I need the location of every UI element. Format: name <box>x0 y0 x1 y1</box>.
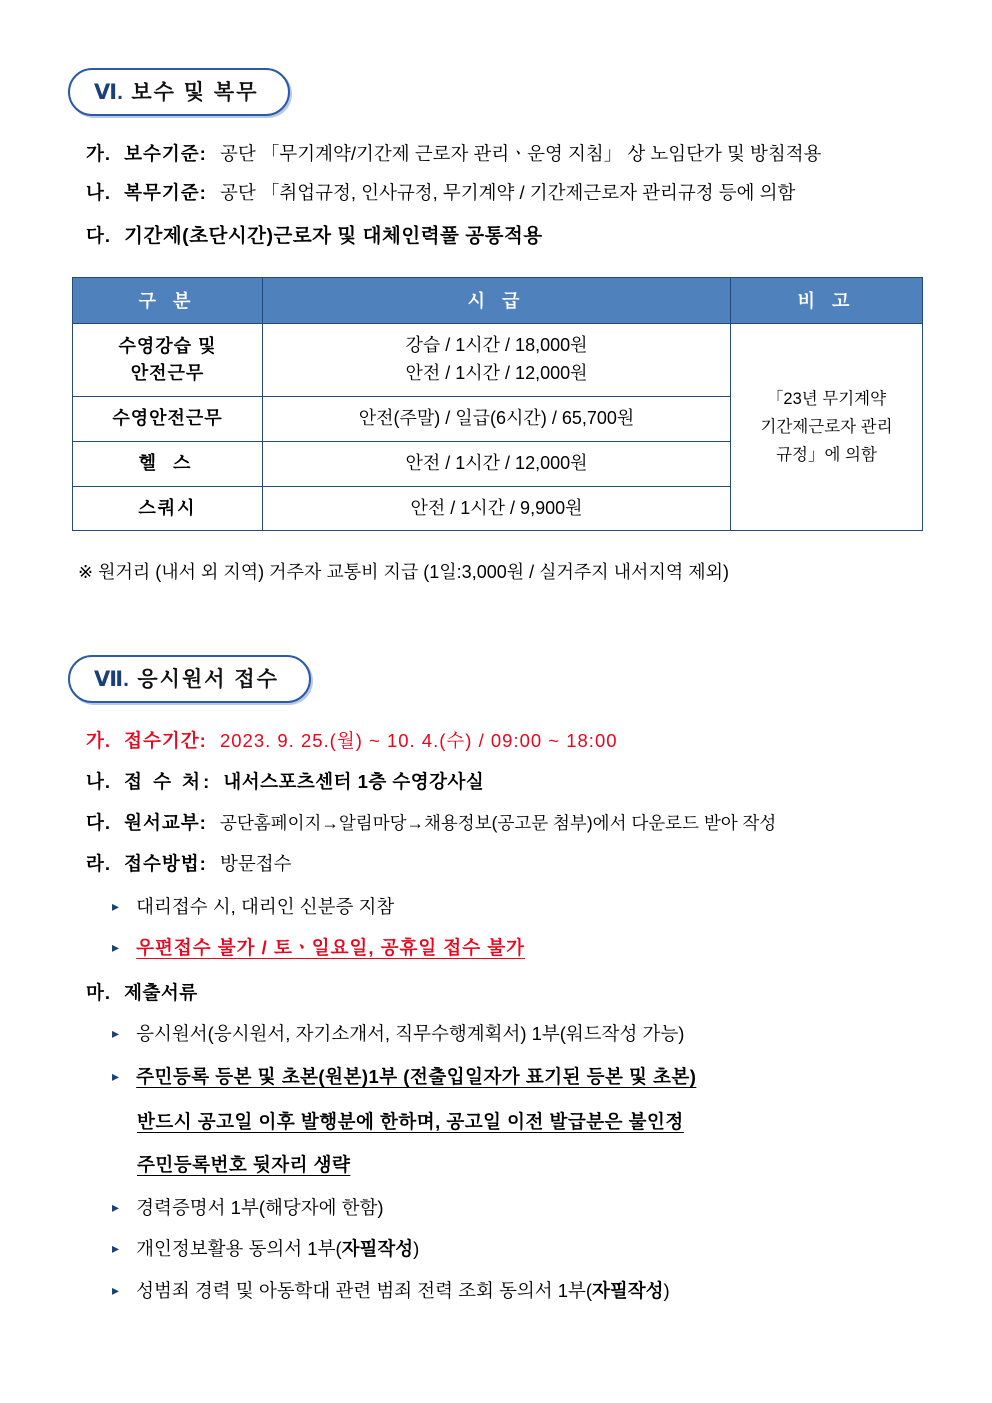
item-7-b-label: 나. <box>86 771 112 792</box>
item-7-e <box>86 979 198 1007</box>
list-item <box>112 1235 419 1261</box>
item-7-a-sep: : <box>199 730 207 751</box>
section-6-title: 보수 및 복무 <box>131 81 259 104</box>
doc-bullet-2-cont-1-text: 반드시 공고일 이후 발행분에 한하며, 공고일 이전 발급분은 불인정 <box>137 1111 684 1132</box>
rate-table-footnote: ※ 원거리 (내서 외 지역) 거주자 교통비 지급 (1일:3,000원 / 실거주지 내서지역 제외) <box>78 562 729 582</box>
list-item <box>112 893 394 919</box>
section-7-roman: Ⅶ. <box>94 668 129 691</box>
item-7-a-label: 가. <box>86 730 112 751</box>
rate-row-1-category-l2: 안전근무 <box>130 362 205 383</box>
rate-row-3-rate: 안전 / 1시간 / 12,000원 <box>263 441 731 486</box>
item-7-c-term: 원서교부 <box>124 812 200 833</box>
rate-row-1-rate-l1: 강습 / 1시간 / 18,000원 <box>405 335 588 355</box>
item-7-d-sep: : <box>199 853 207 874</box>
item-7-d-term: 접수방법 <box>124 853 200 874</box>
doc-bullet-5-text-tail: ) <box>663 1280 670 1301</box>
item-7-b-sep: : <box>203 771 211 792</box>
doc-bullet-4-text-plain: 개인정보활용 동의서 1부( <box>136 1238 342 1259</box>
item-6-c-term: 기간제(초단시간)근로자 및 대체인력풀 공통적용 <box>124 225 543 247</box>
item-6-b-term: 복무기준 <box>124 182 200 203</box>
method-bullet-1-text: 대리접수 시, 대리인 신분증 지참 <box>136 896 395 917</box>
triangle-bullet-icon: ▸ <box>112 1199 120 1215</box>
rate-row-1-category <box>73 324 263 397</box>
item-7-a-text: 2023. 9. 25.(월) ~ 10. 4.(수) / 09:00 ~ 18:00 <box>219 730 618 751</box>
item-6-a-label: 가. <box>86 143 112 164</box>
doc-bullet-4-text-bold: 자필작성 <box>341 1238 414 1259</box>
doc-bullet-1-text: 응시원서(응시원서, 자기소개서, 직무수행계획서) 1부(워드작성 가능) <box>136 1023 685 1044</box>
item-7-d-text: 방문접수 <box>219 853 292 874</box>
item-7-c-label: 다. <box>86 812 112 833</box>
section-6-header <box>68 68 290 116</box>
item-6-b-sep: : <box>199 182 207 203</box>
doc-bullet-2-cont-1 <box>137 1108 684 1134</box>
doc-bullet-2-text: 주민등록 등본 및 초본(원본)1부 (전출입일자가 표기된 등본 및 초본) <box>136 1066 697 1087</box>
rate-row-4-rate: 안전 / 1시간 / 9,900원 <box>263 486 731 531</box>
triangle-bullet-icon: ▸ <box>112 1025 120 1041</box>
item-6-b-text: 공단 「취업규정, 인사규정, 무기계약 / 기간제근로자 관리규정 등에 의함 <box>219 182 796 203</box>
rate-row-2-rate: 안전(주말) / 일급(6시간) / 65,700원 <box>263 396 731 441</box>
section-7-header <box>68 655 311 703</box>
rate-table-col-rate: 시 급 <box>263 278 731 324</box>
item-7-b <box>86 768 484 796</box>
doc-bullet-2-cont-2-text: 주민등록번호 뒷자리 생략 <box>137 1154 351 1175</box>
rate-row-1-rate-l2: 안전 / 1시간 / 12,000원 <box>405 362 588 383</box>
section-7-title: 응시원서 접수 <box>137 668 279 691</box>
list-item <box>112 934 525 960</box>
section-7-header-wrap <box>0 655 311 703</box>
rate-row-1-rate <box>263 324 731 397</box>
rate-note-l2: 기간제근로자 관리 <box>760 418 893 437</box>
doc-bullet-3-text: 경력증명서 1부(해당자에 한함) <box>136 1197 384 1218</box>
item-7-a <box>86 727 618 755</box>
item-6-c <box>86 222 543 251</box>
triangle-bullet-icon: ▸ <box>112 898 120 914</box>
item-6-a <box>86 140 821 168</box>
rate-table <box>72 277 923 531</box>
triangle-bullet-icon: ▸ <box>112 1240 120 1256</box>
rate-table-header-row <box>73 278 923 324</box>
list-item <box>112 1020 684 1046</box>
item-7-b-text: 내서스포츠센터 1층 수영강사실 <box>223 771 485 792</box>
rate-note-l1: 「23년 무기계약 <box>766 390 887 409</box>
doc-bullet-2-cont-2 <box>137 1151 350 1177</box>
rate-note-l3: 규정」에 의함 <box>776 446 877 465</box>
triangle-bullet-icon: ▸ <box>112 1282 120 1298</box>
doc-bullet-5-text-plain: 성범죄 경력 및 아동학대 관련 범죄 전력 조회 동의서 1부( <box>136 1280 593 1301</box>
rate-row-1-category-l1: 수영강습 및 <box>118 335 217 356</box>
table-row <box>73 324 923 397</box>
item-7-c <box>86 809 776 837</box>
item-7-d-label: 라. <box>86 853 112 874</box>
list-item <box>112 1277 670 1303</box>
item-7-e-label: 마. <box>86 982 112 1003</box>
item-7-d <box>86 850 291 878</box>
triangle-bullet-icon: ▸ <box>112 1068 120 1084</box>
item-7-c-text: 공단홈페이지→알림마당→채용정보(공고문 첨부)에서 다운로드 받아 작성 <box>219 813 777 833</box>
method-bullet-2-text: 우편접수 불가 / 토ㆍ일요일, 공휴일 접수 불가 <box>136 937 525 958</box>
item-7-c-sep: : <box>199 812 207 833</box>
doc-bullet-5-text-bold: 자필작성 <box>592 1280 664 1301</box>
item-6-a-text: 공단 「무기계약/기간제 근로자 관리ㆍ운영 지침」 상 노임단가 및 방침적용 <box>219 143 822 164</box>
rate-row-3-category: 헬 스 <box>73 441 263 486</box>
item-6-a-sep: : <box>199 143 207 164</box>
rate-note-cell <box>731 324 923 531</box>
item-6-c-label: 다. <box>86 225 112 246</box>
triangle-bullet-icon: ▸ <box>112 939 120 955</box>
item-6-a-term: 보수기준 <box>124 143 200 164</box>
rate-row-2-category: 수영안전근무 <box>73 396 263 441</box>
list-item <box>112 1063 696 1089</box>
rate-table-col-category: 구 분 <box>73 278 263 324</box>
item-6-b-label: 나. <box>86 182 112 203</box>
section-6-header-wrap <box>0 68 290 116</box>
item-7-a-term: 접수기간 <box>124 730 200 751</box>
list-item <box>112 1194 384 1220</box>
section-6-roman: Ⅵ. <box>94 81 123 104</box>
item-6-b <box>86 179 795 207</box>
rate-table-col-note: 비 고 <box>731 278 923 324</box>
item-7-e-title: 제출서류 <box>124 982 198 1003</box>
rate-row-4-category: 스쿼시 <box>73 486 263 531</box>
item-7-b-term: 접 수 처 <box>124 771 204 792</box>
doc-bullet-4-text-tail: ) <box>413 1238 420 1259</box>
